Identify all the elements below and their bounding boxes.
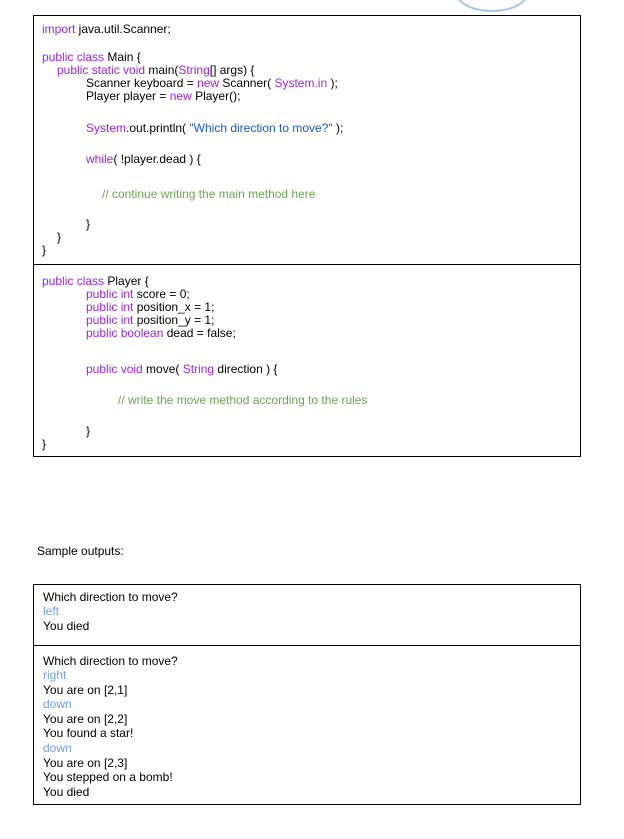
code-line (86, 326, 236, 340)
code-line (86, 76, 338, 90)
code-line (86, 362, 277, 376)
code-text: position_y = 1; (133, 313, 215, 327)
output-line: You stepped on a bomb! (43, 770, 173, 784)
code-keyword: public int (86, 313, 134, 327)
code-text: Player { (104, 274, 149, 288)
code-text: [] args) { (209, 63, 255, 77)
code-keyword: String (178, 63, 210, 77)
user-input-line: left (43, 604, 60, 618)
code-text: direction ) { (214, 362, 278, 376)
code-text: ); (332, 121, 344, 135)
code-string: "Which direction to move?" (189, 121, 333, 135)
code-keyword: public static void (57, 63, 146, 77)
code-line: } (86, 217, 91, 231)
code-keyword: String (182, 362, 215, 376)
code-line: } (42, 437, 47, 451)
output-line: Which direction to move? (43, 590, 178, 604)
code-text: Main { (104, 50, 141, 64)
code-keyword: System (86, 121, 127, 135)
code-line (86, 121, 343, 135)
code-keyword: import (42, 22, 76, 36)
code-keyword: new (197, 76, 220, 90)
code-line: } (42, 243, 47, 257)
code-text: ); (327, 76, 338, 90)
sample-output-box-1 (33, 584, 581, 646)
code-keyword: public int (86, 287, 134, 301)
code-keyword: public class (42, 274, 105, 288)
sample-outputs-heading: Sample outputs: (37, 544, 124, 558)
code-line (42, 22, 171, 36)
code-comment: // write the move method according to the rules (118, 393, 368, 407)
sample-output-box-2 (33, 645, 581, 805)
code-text: Scanner keyboard = (86, 76, 198, 90)
user-input-line: right (43, 668, 67, 682)
output-line: You died (43, 619, 90, 633)
code-keyword: public int (86, 300, 134, 314)
user-input-line: down (43, 697, 72, 711)
code-text: main( (145, 63, 179, 77)
code-line (86, 89, 240, 103)
code-line (42, 50, 141, 64)
code-comment: // continue writing the main method here (102, 187, 316, 201)
code-line (86, 152, 201, 166)
user-input-line: down (43, 741, 72, 755)
code-text: Scanner( (219, 76, 275, 90)
code-keyword: while (86, 152, 114, 166)
code-text: Player(); (191, 89, 241, 103)
code-keyword: new (169, 89, 192, 103)
output-line: Which direction to move? (43, 654, 178, 668)
code-line (42, 274, 149, 288)
output-line: You are on [2,2] (43, 712, 128, 726)
code-text: move( (142, 362, 183, 376)
code-line (86, 313, 214, 327)
output-line: You are on [2,1] (43, 683, 128, 697)
code-keyword: public boolean (86, 326, 164, 340)
code-line: } (57, 230, 62, 244)
main-class-code-block (33, 15, 581, 265)
player-class-code-block (33, 264, 581, 457)
code-text: dead = false; (163, 326, 236, 340)
output-line: You found a star! (43, 726, 134, 740)
code-keyword: System.in (274, 76, 328, 90)
code-text: java.util.Scanner; (75, 22, 171, 36)
code-keyword: public class (42, 50, 105, 64)
code-line: } (86, 424, 91, 438)
code-keyword: public void (86, 362, 143, 376)
code-line (86, 300, 214, 314)
code-text: Player player = (86, 89, 170, 103)
code-text: ( !player.dead ) { (113, 152, 201, 166)
code-text: .out.println( (126, 121, 190, 135)
code-line (57, 63, 254, 77)
corner-arc-decoration (455, 0, 529, 12)
code-text: position_x = 1; (133, 300, 215, 314)
code-line (86, 287, 190, 301)
output-line: You died (43, 785, 90, 799)
output-line: You are on [2,3] (43, 756, 128, 770)
code-text: score = 0; (133, 287, 190, 301)
